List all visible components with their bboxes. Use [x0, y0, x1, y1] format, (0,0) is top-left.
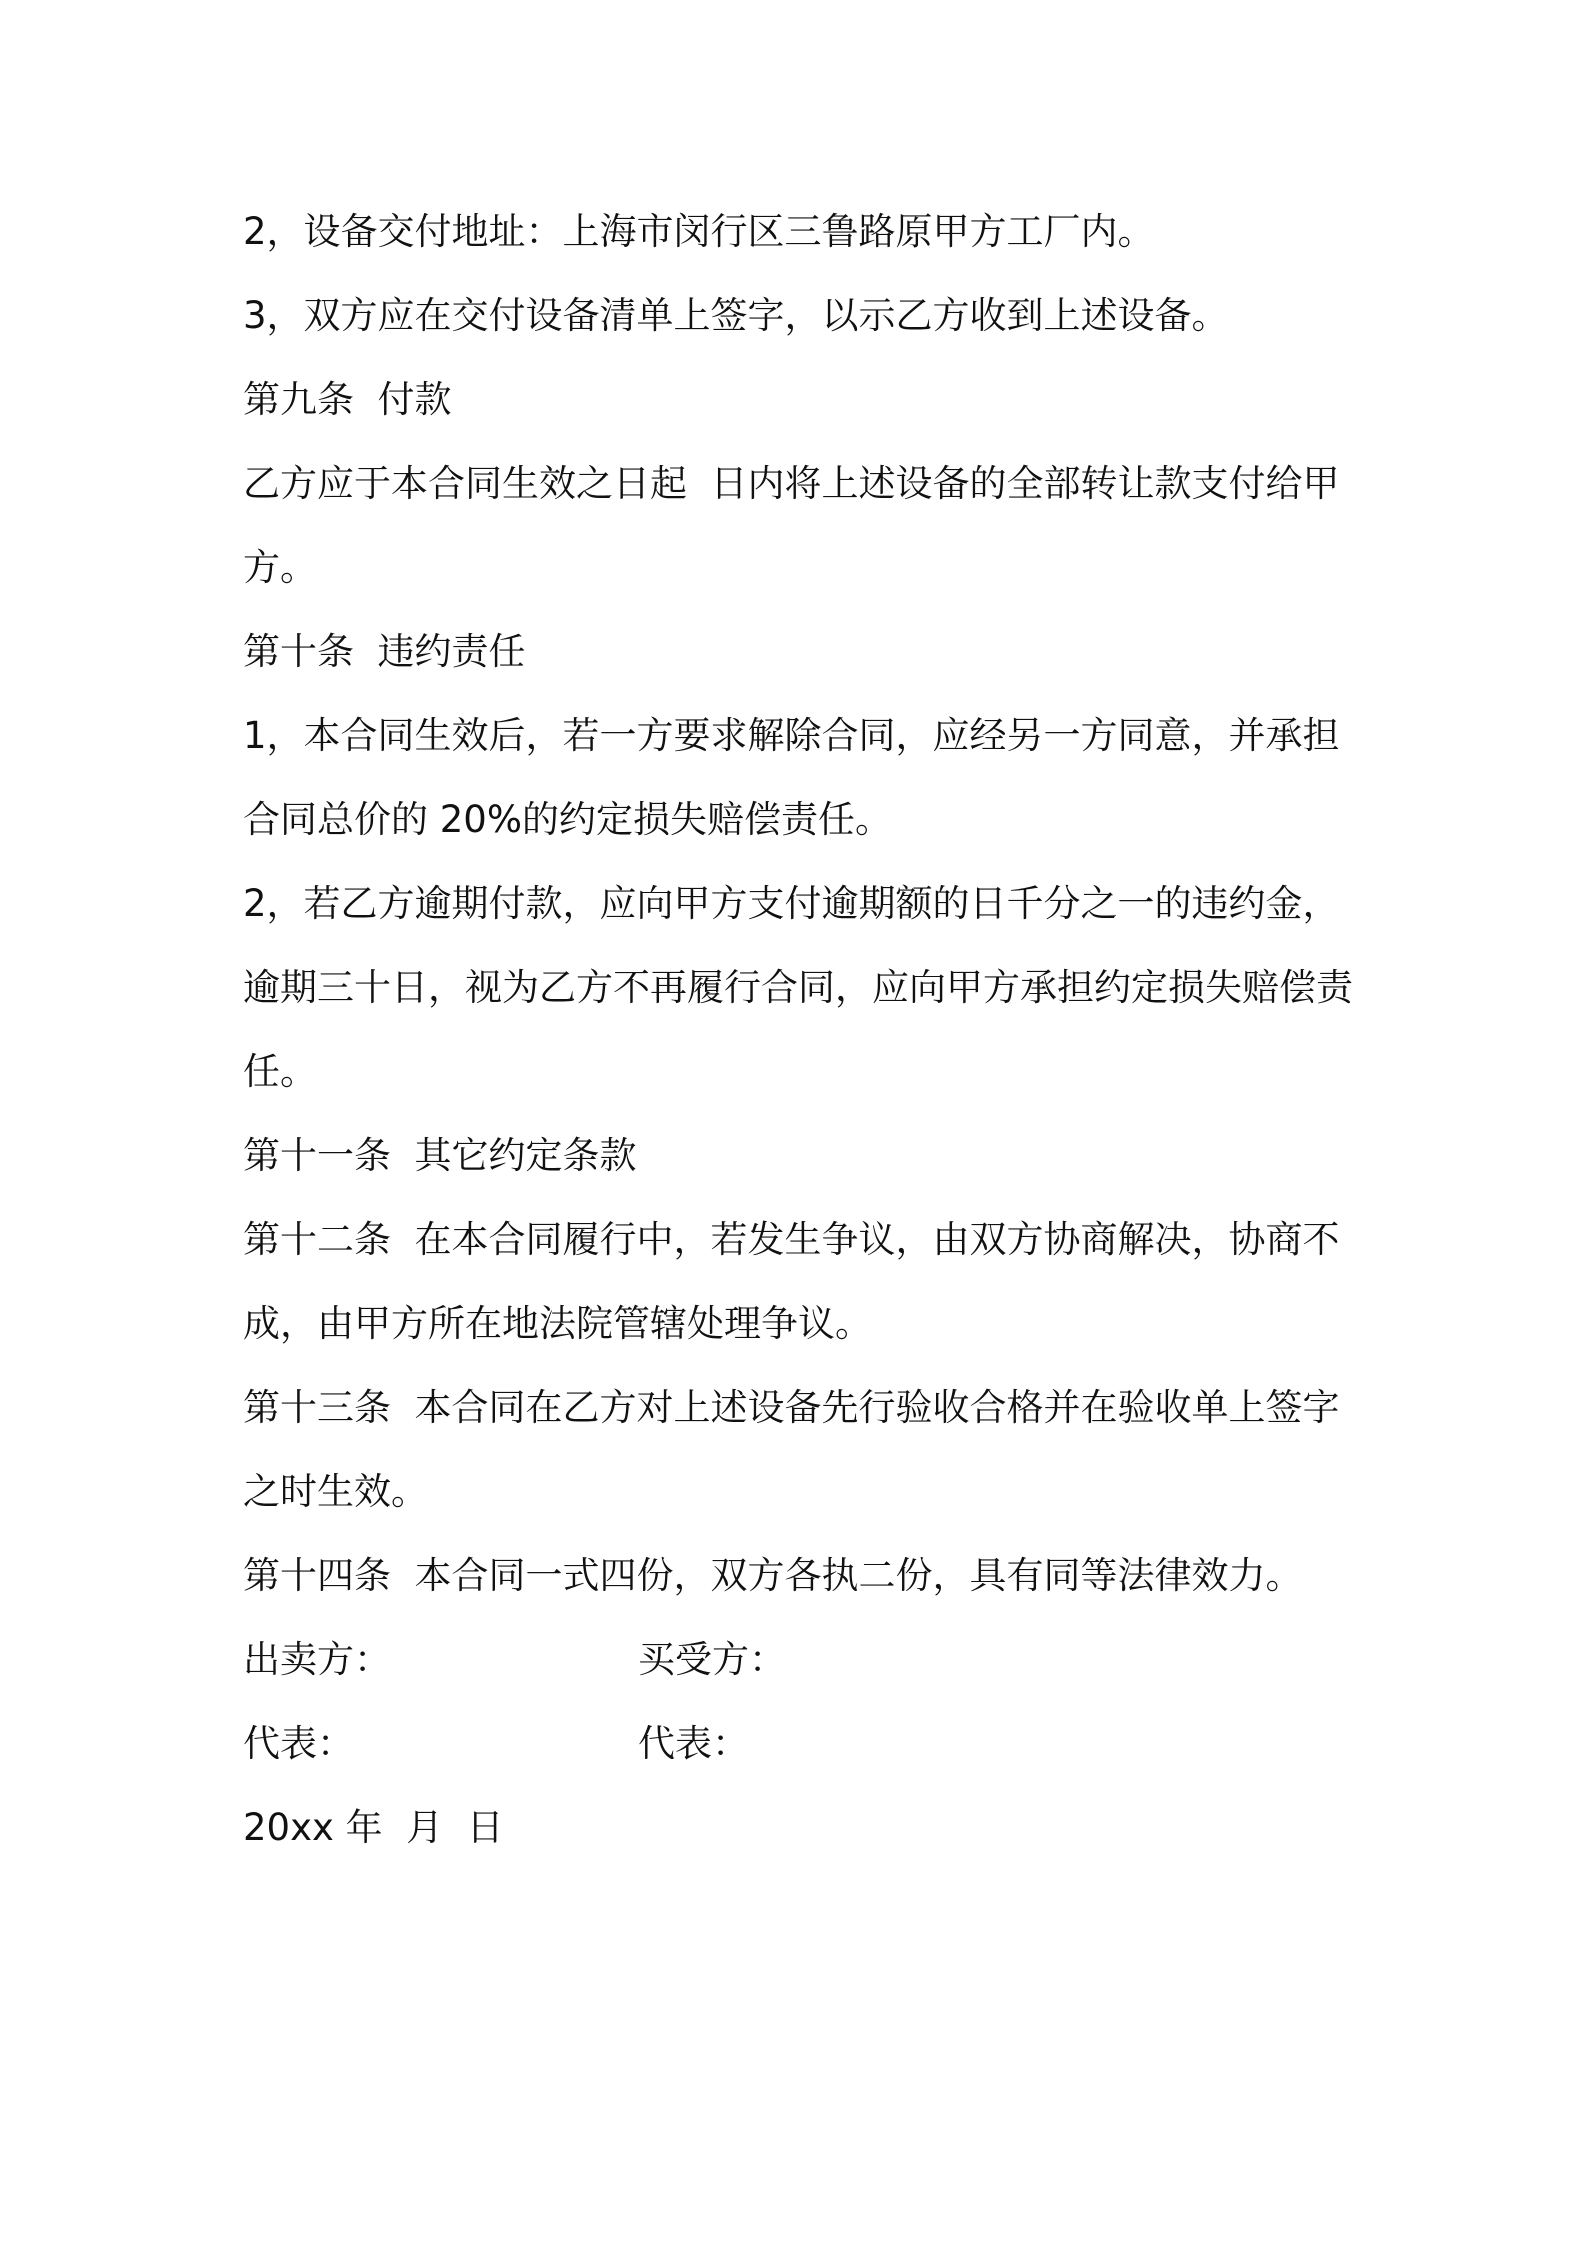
- clause-line: 成，由甲方所在地法院管辖处理争议。: [243, 1302, 872, 1345]
- clause-line: 2，设备交付地址：上海市闵行区三鲁路原甲方工厂内。: [243, 210, 1155, 253]
- clause-line: 逾期三十日，视为乙方不再履行合同，应向甲方承担约定损失赔偿责: [243, 966, 1353, 1009]
- signature-parties-row: [243, 1618, 1373, 1702]
- clause-line: 任。: [243, 1050, 317, 1093]
- clause-line: 第十二条 在本合同履行中，若发生争议，由双方协商解决，协商不: [243, 1218, 1340, 1261]
- clause-line: 第十四条 本合同一式四份，双方各执二份，具有同等法律效力。: [243, 1554, 1303, 1597]
- clause-line: 2，若乙方逾期付款，应向甲方支付逾期额的日千分之一的违约金，: [243, 882, 1340, 925]
- seller-representative-label: 代表：: [243, 1722, 354, 1765]
- clause-line: 乙方应于本合同生效之日起 日内将上述设备的全部转让款支付给甲: [243, 462, 1340, 505]
- clause-line: 之时生效。: [243, 1470, 428, 1513]
- section-heading: 第九条 付款: [243, 378, 452, 421]
- buyer-representative-label: 代表：: [638, 1722, 749, 1765]
- section-heading: 第十条 违约责任: [243, 630, 526, 673]
- clause-line: 3，双方应在交付设备清单上签字，以示乙方收到上述设备。: [243, 294, 1229, 337]
- section-heading: 第十一条 其它约定条款: [243, 1134, 637, 1177]
- clause-line: 第十三条 本合同在乙方对上述设备先行验收合格并在验收单上签字: [243, 1386, 1340, 1429]
- clause-line: 1，本合同生效后，若一方要求解除合同，应经另一方同意，并承担: [243, 714, 1340, 757]
- seller-label: 出卖方：: [243, 1638, 391, 1681]
- clause-line: 方。: [243, 546, 317, 589]
- contract-body: [243, 190, 1373, 1870]
- signature-representatives-row: [243, 1702, 1373, 1786]
- clause-line: 合同总价的 20%的约定损失赔偿责任。: [243, 798, 892, 841]
- buyer-label: 买受方：: [638, 1638, 786, 1681]
- date-line: 20xx 年 月 日: [243, 1806, 504, 1849]
